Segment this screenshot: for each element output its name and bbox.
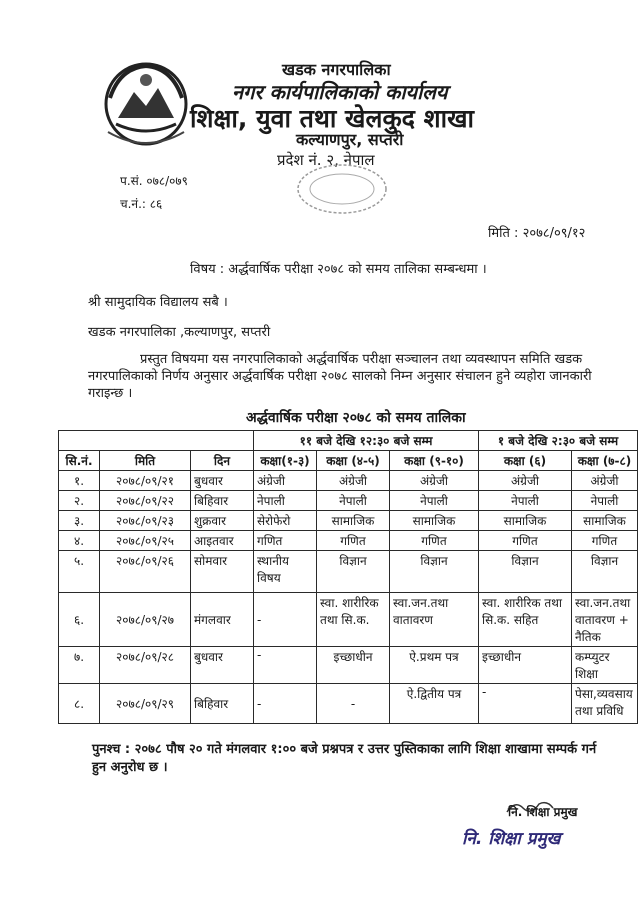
cell-subject: स्वा.जन.तथा वातावरण + नैतिक	[572, 593, 638, 647]
cell-subject: गणित	[572, 531, 638, 551]
cell-subject: गणित	[254, 531, 317, 551]
cell-subject: कम्प्युटर शिक्षा	[572, 647, 638, 684]
cell-serial: ३.	[59, 511, 100, 531]
cell-subject: इच्छाधीन	[317, 647, 390, 684]
cell-serial: ८.	[59, 684, 100, 724]
dispatch-number: च.नं.: ८६	[120, 197, 163, 211]
cell-subject: अंग्रेजी	[317, 471, 390, 491]
table-row	[59, 531, 638, 551]
cell-subject: विज्ञान	[479, 551, 572, 593]
table-row	[59, 647, 638, 684]
table-blank-header	[59, 431, 254, 451]
province-line: प्रदेश नं. २, नेपाल	[277, 151, 375, 169]
cell-serial: ४.	[59, 531, 100, 551]
col-date: मिति	[100, 451, 191, 471]
section-name: शिक्षा, युवा तथा खेलकुद शाखा	[190, 104, 475, 133]
cell-subject: स्थानीय विषय	[254, 551, 317, 593]
cell-date: २०७८/०९/२२	[100, 491, 191, 511]
cell-serial: १.	[59, 471, 100, 491]
cell-day: शुक्रवार	[191, 511, 254, 531]
printed-signature-title: नि. शिक्षा प्रमुख	[508, 805, 578, 819]
cell-subject: अंग्रेजी	[572, 471, 638, 491]
cell-subject: -	[317, 684, 390, 724]
postscript-note: पुनश्च : २०७८ पौष २० गते मंगलवार १:०० बजे प्रश्नपत्र र उत्तर पुस्तिकाका लागि शिक्षा शाखामा सम्पर्क गर्न हुन अनुरोध छ ।	[92, 742, 597, 775]
cell-subject: सामाजिक	[572, 511, 638, 531]
cell-serial: ७.	[59, 647, 100, 684]
cell-date: २०७८/०९/२९	[100, 684, 191, 724]
col-serial: सि.नं.	[59, 451, 100, 471]
cell-subject: सामाजिक	[317, 511, 390, 531]
letter-subject: विषय : अर्द्धवार्षिक परीक्षा २०७८ को समय तालिका सम्बन्धमा ।	[190, 262, 487, 277]
col-grade-4-5: कक्षा (४-५)	[317, 451, 390, 471]
cell-subject: नेपाली	[317, 491, 390, 511]
cell-day: बुधवार	[191, 471, 254, 491]
cell-subject: अंग्रेजी	[479, 471, 572, 491]
cell-subject: सेरोफेरो	[254, 511, 317, 531]
letter-body: प्रस्तुत विषयमा यस नगरपालिकाको अर्द्धवार्षिक परीक्षा सञ्चालन तथा व्यवस्थापन समिति खडक नगरपालिकाको निर्णय अनुसार अर्द्धवार्षिक परीक्षा २०७८ सालको निम्न अनुसार संचालन हुने व्यहोरा जानकारी गराइन्छ ।	[88, 352, 592, 401]
letter-date: मिति : २०७८/०९/१२	[488, 226, 586, 241]
cell-subject: विज्ञान	[572, 551, 638, 593]
handwritten-signature-title: नि. शिक्षा प्रमुख	[462, 829, 561, 849]
cell-day: सोमवार	[191, 551, 254, 593]
cell-subject: सामाजिक	[390, 511, 479, 531]
cell-subject: अंग्रेजी	[254, 471, 317, 491]
morning-session-header: ११ बजे देखि १२:३० बजे सम्म	[254, 431, 479, 451]
afternoon-session-header: १ बजे देखि २:३० बजे सम्म	[479, 431, 638, 451]
cell-subject: नेपाली	[390, 491, 479, 511]
cell-subject: ऐ.प्रथम पत्र	[390, 647, 479, 684]
office-location: कल्याणपुर, सप्तरी	[296, 130, 404, 149]
cell-date: २०७८/०९/२६	[100, 551, 191, 593]
cell-subject: विज्ञान	[390, 551, 479, 593]
col-grade-7-8: कक्षा (७-८)	[572, 451, 638, 471]
municipality-name: खडक नगरपालिका	[282, 60, 391, 79]
col-grade-9-10: कक्षा (९-१०)	[390, 451, 479, 471]
cell-subject: -	[254, 593, 317, 647]
cell-subject: गणित	[390, 531, 479, 551]
nepal-emblem-logo	[100, 58, 192, 150]
table-row	[59, 491, 638, 511]
cell-subject: गणित	[317, 531, 390, 551]
cell-subject: सामाजिक	[479, 511, 572, 531]
cell-date: २०७८/०९/२८	[100, 647, 191, 684]
cell-serial: २.	[59, 491, 100, 511]
cell-subject: अंग्रेजी	[390, 471, 479, 491]
cell-subject: स्वा.जन.तथा वातावरण	[390, 593, 479, 647]
cell-subject: इच्छाधीन	[479, 647, 572, 684]
col-grade-6: कक्षा (६)	[479, 451, 572, 471]
office-stamp	[292, 160, 392, 218]
addressee-line-2: खडक नगरपालिका ,कल्याणपुर, सप्तरी	[88, 325, 271, 340]
schedule-title: अर्द्धवार्षिक परीक्षा २०७८ को समय तालिका	[246, 410, 466, 426]
table-row	[59, 471, 638, 491]
cell-day: आइतवार	[191, 531, 254, 551]
cell-serial: ६.	[59, 593, 100, 647]
cell-subject: नेपाली	[479, 491, 572, 511]
reference-number: प.सं. ०७८/०७९	[120, 174, 188, 188]
cell-day: मंगलवार	[191, 593, 254, 647]
cell-subject: स्वा. शारीरिक तथा सि.क.	[317, 593, 390, 647]
cell-date: २०७८/०९/२१	[100, 471, 191, 491]
exam-schedule-table	[58, 430, 638, 724]
cell-subject: -	[254, 684, 317, 724]
cell-day: बिहिवार	[191, 491, 254, 511]
cell-serial: ५.	[59, 551, 100, 593]
table-row	[59, 593, 638, 647]
cell-date: २०७८/०९/२३	[100, 511, 191, 531]
addressee-line-1: श्री सामुदायिक विद्यालय सबै ।	[88, 295, 228, 310]
cell-subject: विज्ञान	[317, 551, 390, 593]
cell-subject: पेसा,व्यवसाय तथा प्रविधि	[572, 684, 638, 724]
cell-date: २०७८/०९/२७	[100, 593, 191, 647]
cell-subject: स्वा. शारीरिक तथा सि.क. सहित	[479, 593, 572, 647]
cell-date: २०७८/०९/२५	[100, 531, 191, 551]
cell-day: बुधवार	[191, 647, 254, 684]
cell-day: बिहिवार	[191, 684, 254, 724]
cell-subject: नेपाली	[254, 491, 317, 511]
cell-subject: नेपाली	[572, 491, 638, 511]
table-row	[59, 684, 638, 724]
cell-subject: गणित	[479, 531, 572, 551]
table-row	[59, 551, 638, 593]
office-name: नगर कार्यपालिकाको कार्यालय	[232, 80, 448, 104]
cell-subject: ऐ.द्वितीय पत्र	[390, 684, 479, 724]
col-grade-1-3: कक्षा(१-३)	[254, 451, 317, 471]
col-day: दिन	[191, 451, 254, 471]
cell-subject: -	[254, 647, 317, 684]
cell-subject: -	[479, 684, 572, 724]
table-row	[59, 511, 638, 531]
